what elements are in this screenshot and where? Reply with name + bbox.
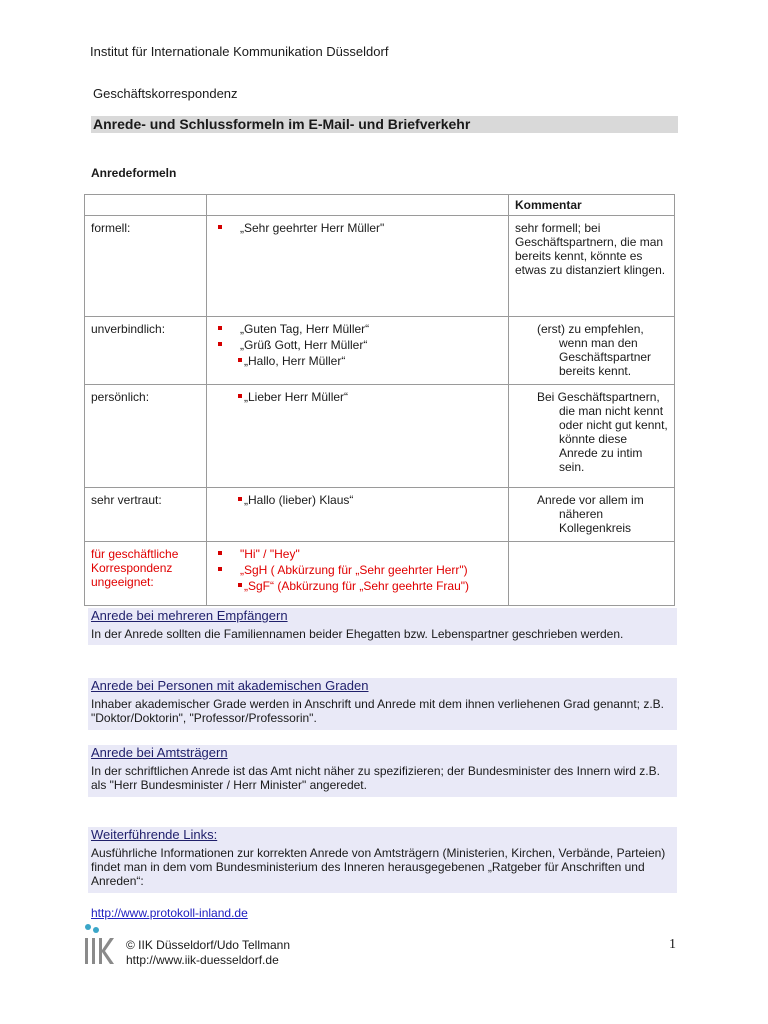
table-row [85,216,675,317]
phrases-cell [207,385,509,488]
row-comment: Bei Geschäftspartnern, die man nicht kennt oder nicht gut kennt, könnte diese Anrede zu intim sein. [537,390,668,474]
bullet-icon [238,583,242,587]
institute-name: Institut für Internationale Kommunikation Düsseldorf [90,44,389,59]
bullet-icon [218,342,222,346]
list-item [213,547,502,561]
row-comment: sehr formell; bei Geschäftspartnern, die man bereits kennt, könnte es etwas zu distanziert klingen. [509,216,675,317]
block-text: In der schriftlichen Anrede ist das Amt nicht näher zu spezifizieren; der Bundesminister des Innern wird z.B. als "Herr Bundesminister / Herr Minister" angeredet. [91,764,660,792]
document-subject: Geschäftskorrespondenz [93,86,238,101]
row-label: persönlich: [85,385,207,488]
section-heading: Anredeformeln [91,166,177,180]
list-item [213,354,502,368]
phrases-cell [207,488,509,542]
list-item [213,390,502,404]
block-text: Inhaber akademischer Grade werden in Anschrift und Anrede mit dem ihnen verliehenen Grad genannt; z.B. "Doktor/Doktorin", "Professor/Professorin". [91,697,665,725]
phrase: „Hallo, Herr Müller“ [244,354,346,368]
list-item [213,221,502,235]
row-comment: (erst) zu empfehlen, wenn man den Geschäftspartner bereits kennt. [537,322,652,378]
list-item [213,338,502,352]
block-academic-titles [88,678,677,730]
bullet-icon [218,551,222,555]
phrase: „Guten Tag, Herr Müller“ [240,322,370,336]
footer-text [126,938,290,968]
list-item [213,563,502,577]
phrase: „SgH ( Abkürzung für „Sehr geehrter Herr") [240,563,468,577]
list-item [213,493,502,507]
page-number: 1 [669,937,676,952]
row-label: formell: [85,216,207,317]
block-title: Anrede bei Personen mit akademischen Graden [91,678,369,693]
block-multiple-recipients [88,608,677,645]
bullet-icon [238,497,242,501]
block-further-links [88,827,677,893]
iik-logo-icon [84,924,118,966]
table-row [85,317,675,385]
list-item [213,322,502,336]
row-label: unverbindlich: [85,317,207,385]
header-cell-2 [207,195,509,216]
table-row [85,385,675,488]
phrase: „Lieber Herr Müller“ [244,390,349,404]
phrase: „SgF“ (Abkürzung für „Sehr geehrte Frau") [244,579,470,593]
copyright: © IIK Düsseldorf/Udo Tellmann [126,938,291,952]
block-title: Anrede bei Amtsträgern [91,745,228,760]
row-comment: Anrede vor allem im näheren Kollegenkreis [537,493,644,535]
block-title: Weiterführende Links: [91,827,218,842]
phrases-cell [207,542,509,606]
protokoll-inland-link[interactable]: http://www.protokoll-inland.de [91,906,248,920]
list-item [213,579,502,593]
block-text: Ausführliche Informationen zur korrekten Anrede von Amtsträgern (Ministerien, Kirchen, Verbände, Parteien) findet man in dem vom Bundesministerium des Inneren herausgegebenen „Ratgeber für Anschriften und Anreden“: [91,846,666,888]
page-title: Anrede- und Schlussformeln im E-Mail- und Briefverkehr [91,116,678,133]
phrase: „Hallo (lieber) Klaus“ [244,493,354,507]
comment-cell [509,317,675,385]
row-label: für geschäftliche Korrespondenz ungeeignet: [85,542,207,606]
bullet-icon [218,567,222,571]
greeting-table [84,194,675,606]
comment-cell [509,488,675,542]
bullet-icon [238,358,242,362]
table-header-row [85,195,675,216]
phrases-cell [207,216,509,317]
header-cell-comment: Kommentar [509,195,675,216]
phrase: "Hi" / "Hey" [240,547,300,561]
phrase: „Sehr geehrter Herr Müller" [240,221,385,235]
footer-website: http://www.iik-duesseldorf.de [126,953,279,967]
block-officials [88,745,677,797]
block-text: In der Anrede sollten die Familiennamen beider Ehegatten bzw. Lebenspartner geschrieben werden. [91,627,624,641]
phrase: „Grüß Gott, Herr Müller“ [240,338,368,352]
row-label: sehr vertraut: [85,488,207,542]
row-comment [509,542,675,606]
comment-cell [509,385,675,488]
table-row [85,542,675,606]
header-cell-1 [85,195,207,216]
bullet-icon [218,326,222,330]
bullet-icon [238,394,242,398]
bullet-icon [218,225,222,229]
block-title: Anrede bei mehreren Empfängern [91,608,288,623]
table-row [85,488,675,542]
phrases-cell [207,317,509,385]
